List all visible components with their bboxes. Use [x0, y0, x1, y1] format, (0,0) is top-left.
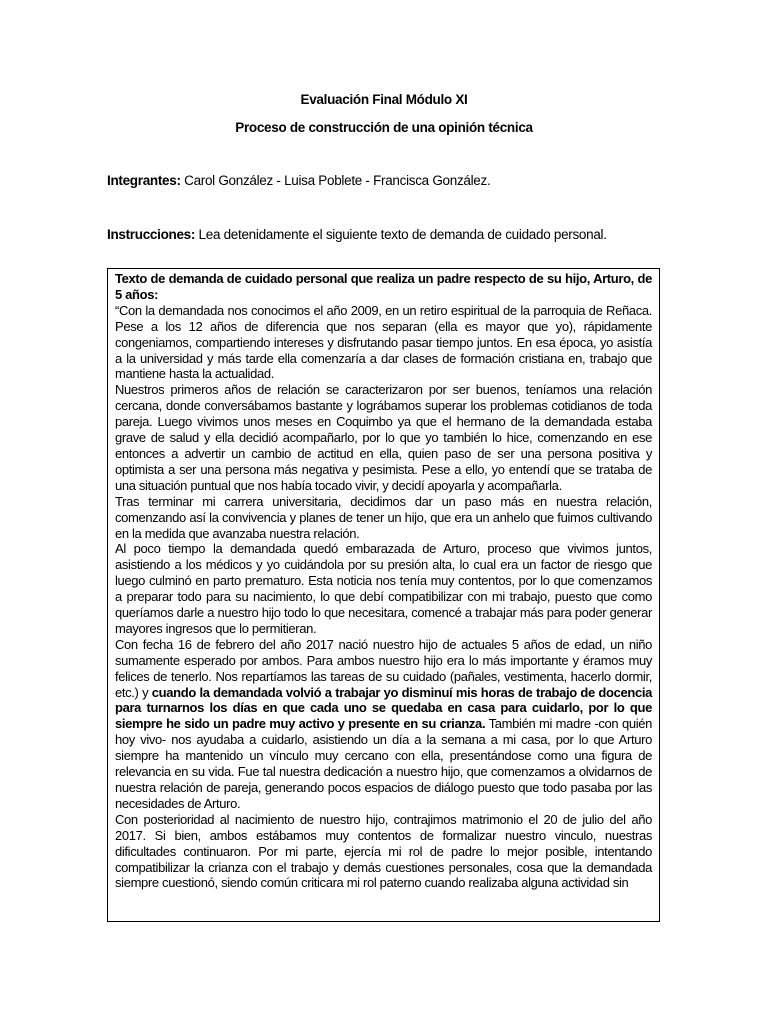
paragraph-5 — [115, 637, 652, 812]
demand-text-box — [107, 268, 660, 922]
box-heading: Texto de demanda de cuidado personal que realiza un padre respecto de su hijo, Arturo, de 5 años: — [115, 271, 652, 302]
paragraph-5-end: También mi madre -con quién hoy vivo- nos ayudaba a cuidarlo, asistiendo un día a la semana a mi casa, por lo que Arturo siempre ha mantenido un vínculo muy cercano con ella, presentándose como una figura de relevancia en su vida. Fue tal nuestra dedicación a nuestro hijo, que comenzamos a olvidarnos de nuestra relación de pareja, generando pocos espacios de diálogo puesto que todo pasaba por las necesidades de Arturo. — [115, 716, 653, 811]
instrucciones-line — [107, 227, 607, 242]
document-subtitle: Proceso de construcción de una opinión técnica — [235, 120, 533, 135]
paragraph-1: “Con la demandada nos conocimos el año 2009, en un retiro espiritual de la parroquia de Reñaca. Pese a los 12 años de diferencia que nos separan (ella es mayor que yo), rápidamente congeniamos, compartiendo intereses y disfrutando pasar tiempo juntos. En esa época, yo asistía a la universidad y más tarde ella comenzaría a dar clases de formación cristiana en, trabajo que mantiene hasta la actualidad. — [115, 302, 652, 382]
paragraph-3: Tras terminar mi carrera universitaria, decidimos dar un paso más en nuestra relación, comenzando así la convivencia y planes de tener un hijo, que era un anhelo que fuimos cultivando en la medida que avanzaba nuestra relación. — [115, 493, 652, 541]
integrantes-label: Integrantes: — [107, 173, 181, 188]
document-title: Evaluación Final Módulo XI — [300, 92, 468, 107]
demand-text-content — [115, 271, 652, 891]
instrucciones-value: Lea detenidamente el siguiente texto de demanda de cuidado personal. — [195, 227, 607, 242]
integrantes-value: Carol González - Luisa Poblete - Francisca González. — [180, 173, 491, 188]
paragraph-6: Con posterioridad al nacimiento de nuestro hijo, contrajimos matrimonio el 20 de julio del año 2017. Si bien, ambos estábamos muy contentos de formalizar nuestro vinculo, nuestras dificultades continuaron. Por mi parte, ejercía mi rol de padre lo mejor posible, intentando compatibilizar la crianza con el trabajo y demás cuestiones personales, cosa que la demandada siempre cuestionó, siendo común criticara mi rol paterno cuando realizaba alguna actividad sin — [115, 811, 652, 891]
integrantes-line — [107, 173, 490, 188]
paragraph-5-start: Con fecha 16 de febrero del año 2017 nació nuestro hijo de actuales 5 años de edad, un niño sumamente esperado por ambos. Para ambos nuestro hijo era lo más importante y éramos muy felices de tenerlo. Nos repartíamos las tareas de su cuidado (pañales, vestimenta, hacerlo dormir, etc.) y — [115, 636, 652, 700]
paragraph-5-bold: cuando la demandada volvió a trabajar yo disminuí mis horas de trabajo de docencia para turnarnos los días en que cada uno se quedaba en casa para cuidarlo, por lo que siempre he sido un padre muy activo y presente en su crianza. — [115, 684, 652, 732]
paragraph-4: Al poco tiempo la demandada quedó embarazada de Arturo, proceso que vivimos juntos, asistiendo a los médicos y yo cuidándola por su presión alta, lo cual era un factor de riesgo que luego culminó en parto prematuro. Esta noticia nos tenía muy contentos, por lo que comenzamos a preparar todo para su nacimiento, lo que debí compatibilizar con mi trabajo, puesto que como queríamos darle a nuestro hijo todo lo que necesitara, comencé a trabajar más para poder generar mayores ingresos que lo permitieran. — [115, 541, 652, 636]
paragraph-2: Nuestros primeros años de relación se caracterizaron por ser buenos, teníamos una relación cercana, donde conversábamos bastante y lográbamos superar los problemas cotidianos de toda pareja. Luego vivimos unos meses en Coquimbo ya que el hermano de la demandada estaba grave de salud y ella decidió acompañarlo, por lo que yo también lo hice, comenzando en ese entonces a advertir un cambio de actitud en ella, quien paso de ser una persona positiva y optimista a ser una persona más negativa y pesimista. Pese a ello, yo entendí que se trataba de una situación puntual que nos había tocado vivir, y decidí apoyarla y acompañarla. — [115, 382, 652, 493]
instrucciones-label: Instrucciones: — [107, 227, 196, 242]
